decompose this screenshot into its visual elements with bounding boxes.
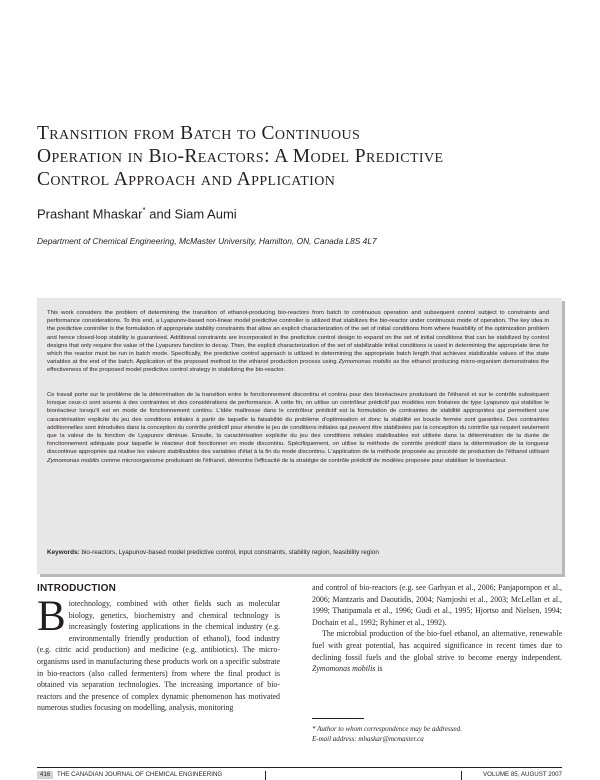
page-number: 416 <box>37 771 53 779</box>
abstract-french <box>47 391 549 465</box>
author-rest: and Siam Aumi <box>145 206 237 222</box>
title-line: Control Approach and Application <box>37 169 336 190</box>
keywords <box>47 549 379 556</box>
author-first: Prashant Mhaskar <box>37 206 143 222</box>
section-heading-introduction: INTRODUCTION <box>37 583 117 594</box>
paper-title <box>37 122 577 191</box>
footer-divider <box>37 767 562 768</box>
intro-left-text: iotechnology, combined with other fields such as molecular biology, genetics, biochemistry and chemical technology is increasingly fostering applications in the chemical industry (e.g. environmentally friendly production of ethanol), food industry (e.g. citric acid production) and medicine (e.g. antibiotics). The micro-organisms used in manufacturing these products work on a specific substrate in bio-reactors (also called fermenters) from where the final product is obtained via separation technologies. The increasing importance of bio-reactors and the presence of complex dynamic phenomenon has motivated numerous studies focusing on modelling, analysis, monitoring <box>37 599 280 713</box>
intro-left-column <box>37 593 280 714</box>
organism-name: Zymomonas mobilis <box>312 664 376 674</box>
organism-name: Zymomonas mobilis <box>338 359 392 366</box>
keywords-list: bio-reactors, Lyapunov-based model predictive control, input constraints, stability region, feasibility region <box>81 549 379 556</box>
journal-name: THE CANADIAN JOURNAL OF CHEMICAL ENGINEERING <box>57 771 223 778</box>
intro-right-para2 <box>312 628 562 674</box>
affiliation: Department of Chemical Engineering, McMaster University, Hamilton, ON, Canada L8S 4L7 <box>37 236 377 246</box>
page-footer <box>37 771 562 779</box>
abstract-english-end: as the ethanol producing micro-organism demonstrates the effectiveness of the proposed model predictive control strategy in stabilizing the bio-reactor. <box>47 359 549 374</box>
footnote-email: E-mail address: mhaskar@mcmaster.ca <box>312 735 424 743</box>
footnote <box>312 724 462 744</box>
abstract-french-text: Ce travail porte sur le problème de la détermination de la transition entre le fonctionnement discontinu et continu pour des bioréacteurs produisant de l'éthanol et sur le contrôle subséquent lorsque ceux-ci sont soumis à des contraintes et des considérations de performance. À cette fin, on utilise un contrôleur prédictif par modèles non linéaires de type Lyapunov qui stabilise le bioréacteur lorsqu'il est en mode de fonctionnement continu. L'idée maîtresse dans le contrôleur prédictif est la formulation de contraintes de stabilité appropriées qui permettent une caractérisation explicite du jeu des conditions initiales à partir de laquelle la faisabilité du problème d'optimisation et donc la stabilité en boucle fermée sont garanties. Des contraintes additionnelles sont introduites dans la conception du contrôle prédictif pour étendre le jeu de conditions initiales qui peuvent être stabilisées par la conception du contrôle qui requiert seulement que la valeur de la fonction de Lyapunov diminue. Ensuite, la caractérisation explicite du jeu des conditions initiales stabilisables est utilisée dans la détermination de la durée de fonctionnement adéquate pour laquelle le réacteur doit fonctionner en mode discontinu. Spécifiquement, on utilise la méthode de contrôle prédictif dans la détermination de la longueur discontinue appropriée qui réalise les valeurs stabilisables des variables d'état à la fin du mode discontinu. L'application de la méthode proposée au procédé de production de l'éthanol utilisant <box>47 392 549 456</box>
footnote-divider <box>312 718 364 719</box>
authors <box>37 206 237 221</box>
title-line: Transition from Batch to Continuous <box>37 123 361 144</box>
footnote-correspondence: * Author to whom correspondence may be addressed. <box>312 725 462 733</box>
organism-name: Zymomonas mobilis <box>47 457 100 464</box>
abstract-french-end: comme microorganisme produisant de l'éthanol, démontre l'efficacité de la stratégie de contrôle prédictif de modèles proposée pour stabiliser le bioréacteur. <box>101 457 507 464</box>
title-line: Operation in Bio-Reactors: A Model Predictive <box>37 146 444 167</box>
abstract-english <box>47 309 549 375</box>
intro-right-column <box>312 582 562 675</box>
intro-para2-end: is <box>377 664 383 674</box>
keywords-label: Keywords: <box>47 549 80 556</box>
drop-cap: B <box>37 593 66 640</box>
abstract-box <box>37 298 562 574</box>
abstract-english-text: This work considers the problem of determining the transition of ethanol-producing bio-reactors from batch to continuous operation and subsequent control subject to constraints and performance considerations. To this end, a Lyapunov-based non-linear model predictive controller is utilized that stabilizes the bio-reactor under continuous mode of operation. The key idea in the predictive controller is the formulation of appropriate stability constraints that allow an explicit characterization of the set of initial conditions from where feasibility of the optimization problem and hence closed-loop stability is guaranteed. Additional constraints are incorporated in the predictive control design to expand on the set of initial conditions that can be stabilized by control designs that only require the value of the Lyapunov function to decay. Then, the explicit characterization of the set of stabilizable initial conditions is used in determining the appropriate time for which the reactor must be run in batch mode. Specifically, the predictive control approach is utilized in determining the appropriate batch length that achieves stabilizable values of the state variables at the end of the batch. Application of the proposed method to the ethanol production process using <box>47 310 549 366</box>
intro-right-para1: and control of bio-reactors (e.g. see Garhyan et al., 2006; Panjapornpon et al., 2006; Mantzaris and Daoutidis, 2004; Namjoshi et al., 2003; McLellan et al., 1999; Thatipamala et al., 1996; Gudi et al., 1995; Hjortso and Nielsen, 1994; Dochain et al., 1992; Ryhiner et al., 1992). <box>312 583 562 627</box>
intro-para2-text: The microbial production of the bio-fuel ethanol, an alternative, renewable fuel with great potential, has acquired significance in recent times due to declining fossil fuels and the global strive to become energy independent. <box>312 629 562 662</box>
volume-date: VOLUME 85, AUGUST 2007 <box>483 771 562 778</box>
corresponding-mark: * <box>142 206 146 215</box>
